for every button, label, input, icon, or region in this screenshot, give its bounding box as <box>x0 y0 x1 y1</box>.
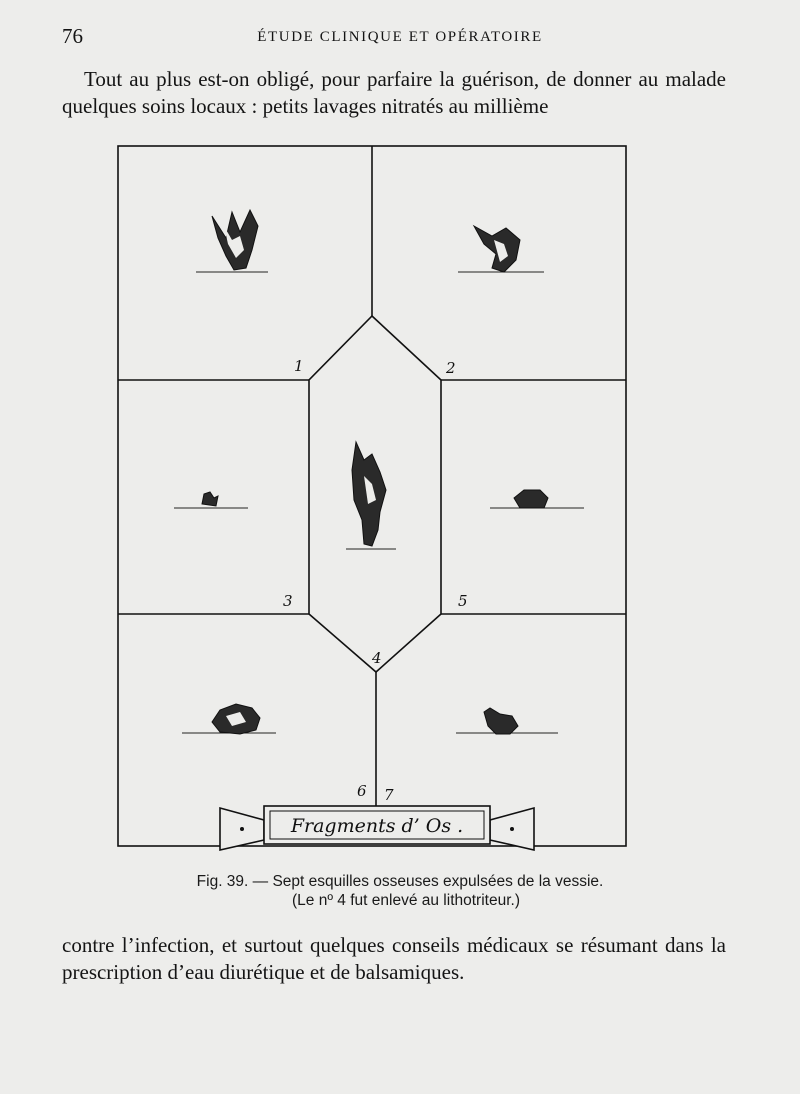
banner-label: Fragments d’ Os . <box>290 815 464 837</box>
label-5: 5 <box>458 592 468 610</box>
running-title: ÉTUDE CLINIQUE ET OPÉRATOIRE <box>257 29 543 45</box>
specimen-5 <box>514 490 548 508</box>
label-6: 6 <box>357 782 367 800</box>
paragraph-bottom: contre l’infection, et surtout quelques conseils médicaux se résumant dans la prescription d’eau diurétique et de balsamiques. <box>62 933 726 984</box>
paragraph-top: Tout au plus est-on obligé, pour parfaire la guérison, de donner au malade quelques soins locaux : petits lavages nitratés au millième <box>62 67 726 118</box>
label-1: 1 <box>294 357 304 375</box>
label-2: 2 <box>446 359 456 377</box>
figure-caption <box>0 872 800 910</box>
label-7: 7 <box>384 786 394 804</box>
label-4: 4 <box>372 649 382 667</box>
label-3: 3 <box>283 592 293 610</box>
page-number: 76 <box>62 24 83 48</box>
caption-line-1: Fig. 39. — Sept esquilles osseuses expulsées de la vessie. <box>196 873 604 890</box>
specimen-7 <box>484 708 518 734</box>
specimen-3 <box>202 492 218 506</box>
caption-line-2: (Le nº 4 fut enlevé au lithotriteur.) <box>292 892 520 909</box>
